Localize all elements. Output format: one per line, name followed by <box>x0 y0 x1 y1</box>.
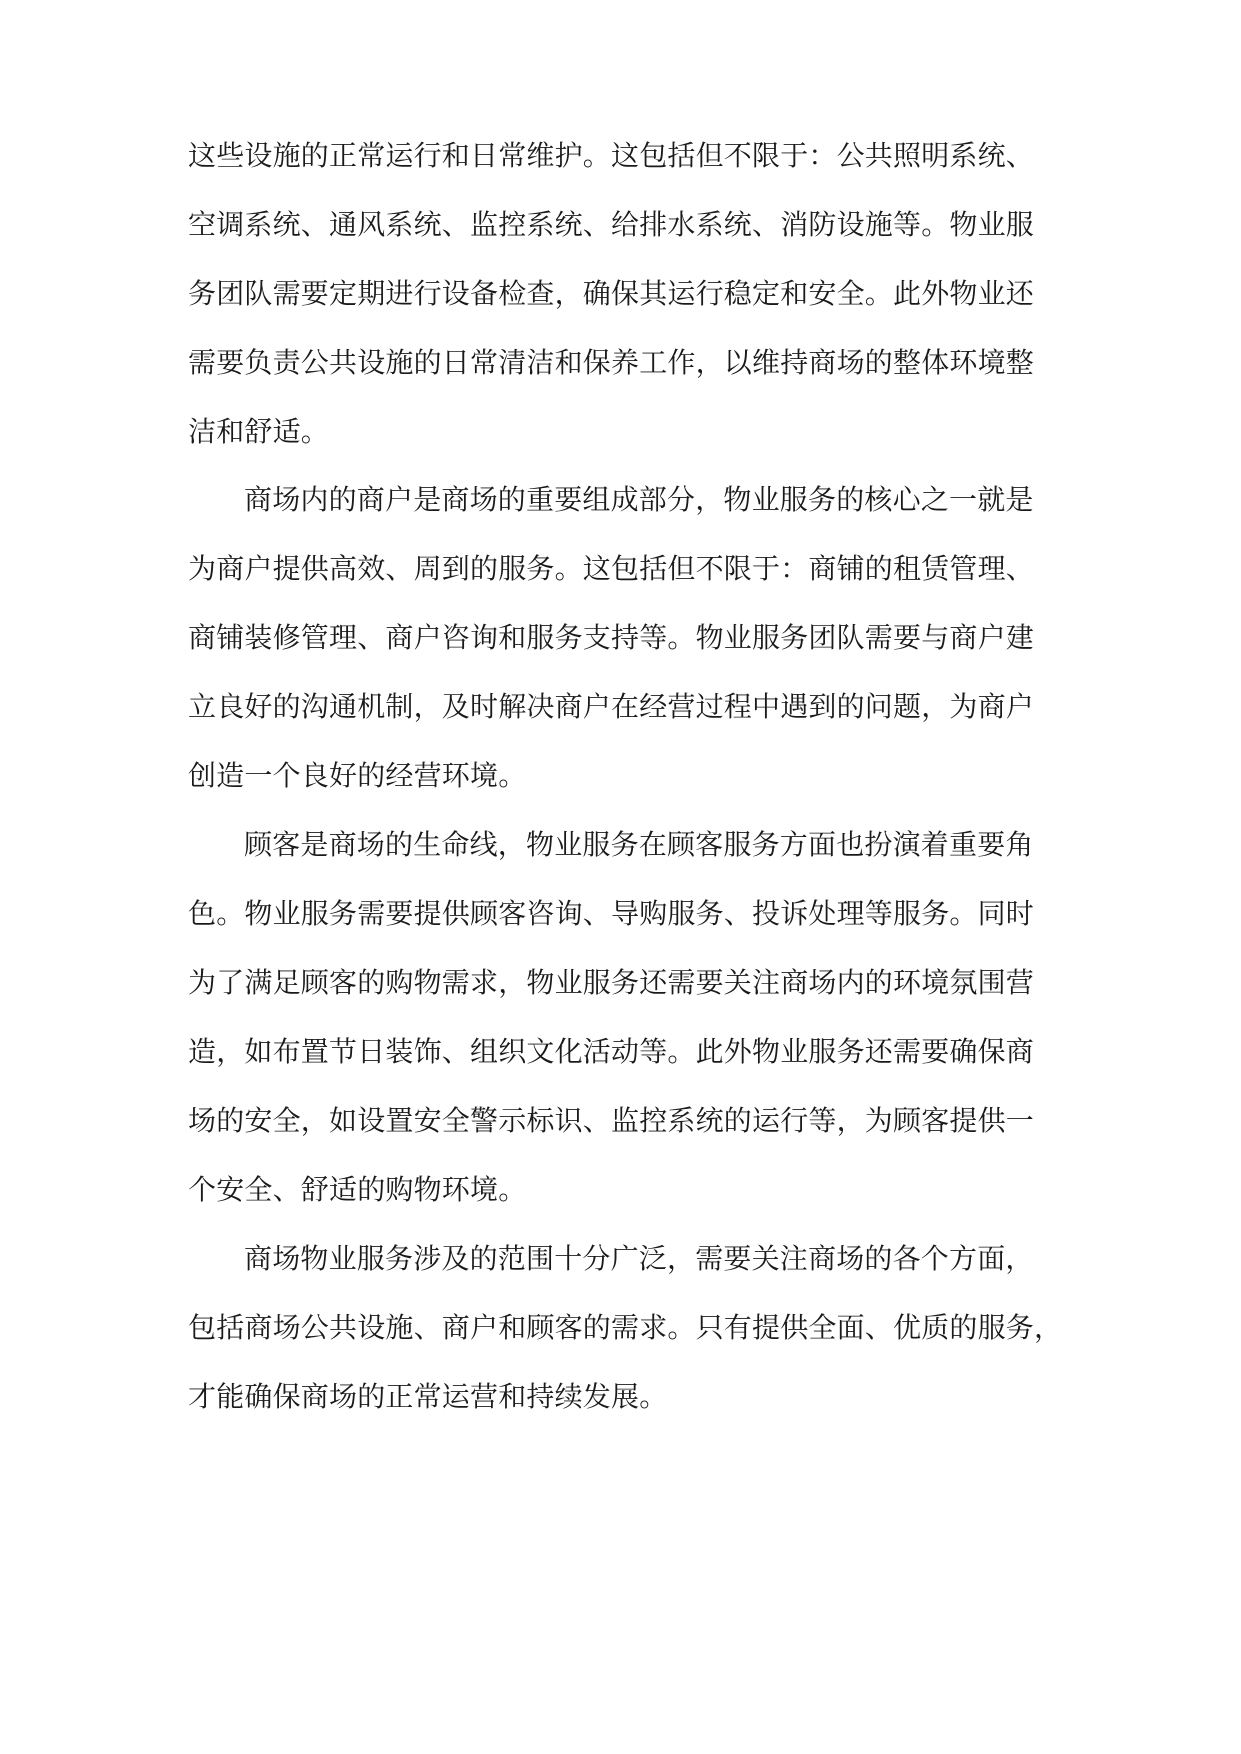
paragraph-line: 为商户提供高效、周到的服务。这包括但不限于：商铺的租赁管理、 <box>188 552 1035 585</box>
paragraph-line: 空调系统、通风系统、监控系统、给排水系统、消防设施等。物业服 <box>188 208 1035 241</box>
paragraph-line: 这些设施的正常运行和日常维护。这包括但不限于：公共照明系统、 <box>188 139 1035 172</box>
paragraph-line: 个安全、舒适的购物环境。 <box>188 1173 527 1206</box>
paragraph-line: 商场物业服务涉及的范围十分广泛，需要关注商场的各个方面， <box>244 1242 1034 1275</box>
paragraph-line: 为了满足顾客的购物需求，物业服务还需要关注商场内的环境氛围营 <box>188 966 1035 999</box>
paragraph-line: 才能确保商场的正常运营和持续发展。 <box>188 1380 668 1413</box>
paragraph-line: 务团队需要定期进行设备检查，确保其运行稳定和安全。此外物业还 <box>188 277 1035 310</box>
paragraph-line: 顾客是商场的生命线，物业服务在顾客服务方面也扮演着重要角 <box>244 828 1034 861</box>
paragraph-line: 需要负责公共设施的日常清洁和保养工作，以维持商场的整体环境整 <box>188 346 1035 379</box>
paragraph-line: 商铺装修管理、商户咨询和服务支持等。物业服务团队需要与商户建 <box>188 621 1035 654</box>
paragraph-line: 商场内的商户是商场的重要组成部分，物业服务的核心之一就是 <box>244 483 1034 516</box>
paragraph-line: 创造一个良好的经营环境。 <box>188 759 527 792</box>
paragraph-line: 立良好的沟通机制，及时解决商户在经营过程中遇到的问题，为商户 <box>188 690 1035 723</box>
paragraph-line: 包括商场公共设施、商户和顾客的需求。只有提供全面、优质的服务， <box>188 1311 1063 1344</box>
paragraph-line: 场的安全，如设置安全警示标识、监控系统的运行等，为顾客提供一 <box>188 1104 1035 1137</box>
paragraph-line: 洁和舒适。 <box>188 415 330 448</box>
paragraph-line: 色。物业服务需要提供顾客咨询、导购服务、投诉处理等服务。同时 <box>188 897 1035 930</box>
paragraph-line: 造，如布置节日装饰、组织文化活动等。此外物业服务还需要确保商 <box>188 1035 1035 1068</box>
